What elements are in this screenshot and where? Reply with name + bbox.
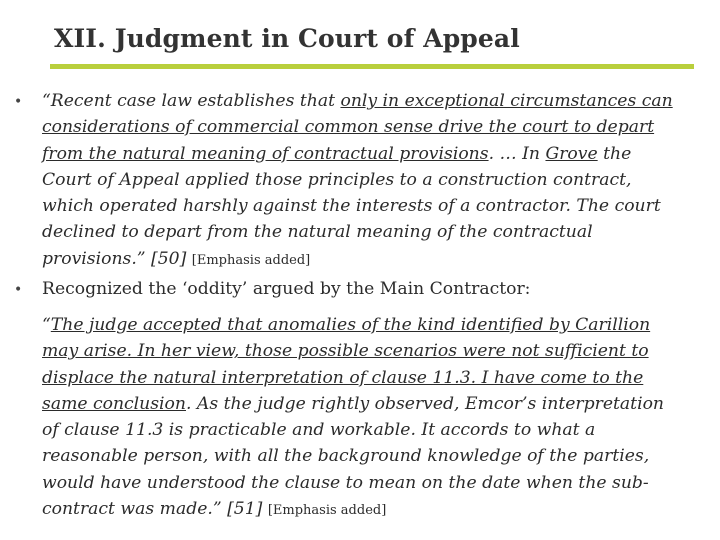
text-line [42,365,690,391]
text-line [42,141,690,167]
text-run: declined to depart from the natural meaning of the contractual [42,222,593,243]
recognized-oddity-paragraph [42,276,690,302]
text-run: displace the natural interpretation of clause 11.3. I have come to the [42,367,644,388]
bullet-marker: • [14,94,23,110]
bullet-marker: • [14,282,23,298]
text-run: would have understood the clause to mean on the date when the sub- [42,472,649,493]
text-run: same conclusion [42,393,186,414]
text-line [42,391,690,417]
text-line [42,276,690,302]
text-run: . … In [488,143,546,164]
text-run: contract was made.” [51] [42,499,268,520]
text-line [42,88,690,114]
text-line [42,312,690,338]
text-run: [Emphasis added] [191,252,311,268]
title-underline-bar [50,64,694,69]
quote-paragraph-2 [42,312,690,524]
text-run: “Recent case law establishes that [42,91,341,111]
text-line [42,443,690,469]
text-run: [Emphasis added] [267,503,387,519]
text-line [42,496,690,524]
text-line [42,219,690,245]
text-line [42,193,690,219]
text-run: “ [42,315,51,335]
text-line [42,470,690,496]
text-run: may arise. In her view, those possible scenarios were not sufficient to [42,341,649,362]
text-run: The judge accepted that anomalies of the kind identified by Carillion [50,315,651,335]
text-run: from the natural meaning of contractual provisions [42,143,489,164]
text-run: considerations of commercial common sense drive the court to depart [42,117,655,138]
text-line [42,417,690,443]
text-line [42,167,690,193]
text-line [42,338,690,364]
text-run: Recognized the ‘oddity’ argued by the Main Contractor: [42,279,531,299]
text-run: only in exceptional circumstances can [340,91,673,111]
text-line [42,246,690,274]
text-run: . As the judge rightly observed, Emcor’s interpretation [185,393,664,414]
text-run: of clause 11.3 is practicable and workable. It accords to what a [42,420,596,441]
text-run: which operated harshly against the interests of a contractor. The court [42,196,661,217]
text-run: provisions.” [50] [42,248,192,269]
text-run: Court of Appeal applied those principles to a construction contract, [42,169,632,190]
text-run: the [597,143,632,164]
text-run: reasonable person, with all the background knowledge of the parties, [42,446,650,467]
text-run: Grove [545,143,598,164]
quote-paragraph-1 [42,88,690,274]
text-line [42,114,690,140]
slide-title: XII. Judgment in Court of Appeal [54,24,520,53]
